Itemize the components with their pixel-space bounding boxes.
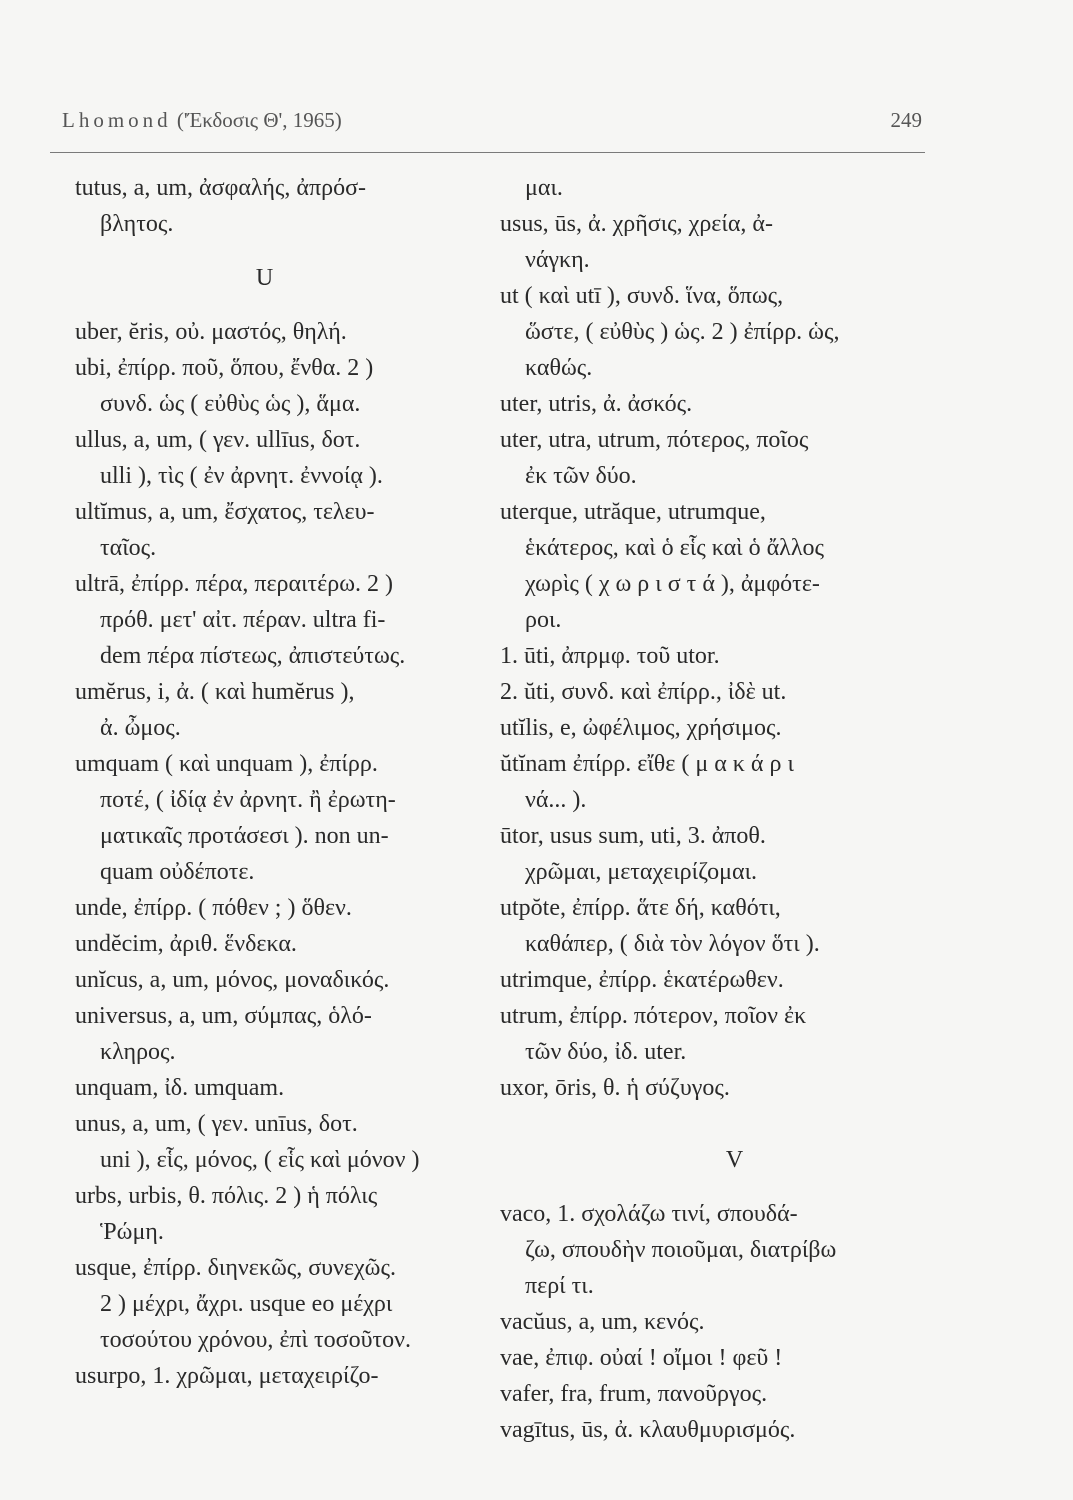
left-column (75, 170, 505, 1394)
dictionary-line: quam οὐδέποτε. (100, 859, 255, 885)
dictionary-line: Ῥώμη. (100, 1219, 164, 1245)
dictionary-line: uterque, utrăque, utrumque, (500, 499, 766, 525)
dictionary-line: universus, a, um, σύμπας, ὁλό- (75, 1003, 372, 1029)
dictionary-line: utrum, ἐπίρρ. πότερον, ποῖον ἐκ (500, 1003, 807, 1029)
dictionary-line: uxor, ōris, θ. ἡ σύζυγος. (500, 1075, 730, 1101)
dictionary-line: ubi, ἐπίρρ. ποῦ, ὅπου, ἔνθα. 2 ) (75, 355, 374, 381)
dictionary-line: ŭtĭnam ἐπίρρ. εἴθε ( μ α κ ά ρ ι (500, 751, 794, 777)
dictionary-line: ut ( καὶ utī ), συνδ. ἵνα, ὅπως, (500, 283, 784, 309)
running-head (62, 108, 342, 133)
dictionary-line: ματικαῖς προτάσεσι ). non un- (100, 823, 389, 849)
dictionary-line: ὥστε, ( εὐθὺς ) ὡς. 2 ) ἐπίρρ. ὡς, (525, 319, 840, 345)
dictionary-line: usurpo, 1. χρῶμαι, μεταχειρίζο- (75, 1363, 379, 1389)
dictionary-line: χωρὶς ( χ ω ρ ι σ τ ά ), ἀμφότε- (525, 571, 820, 597)
dictionary-line: ζω, σπουδὴν ποιοῦμαι, διατρίβω (525, 1237, 837, 1263)
dictionary-line: tutus, a, um, ἀσφαλής, ἀπρόσ- (75, 175, 367, 201)
section-letter-u: U (255, 265, 275, 291)
dictionary-line: vagītus, ūs, ἀ. κλαυθμυρισμός. (500, 1417, 796, 1443)
dictionary-line: vafer, fra, frum, πανοῦργος. (500, 1381, 768, 1407)
dictionary-line: ultĭmus, a, um, ἔσχατος, τελευ- (75, 499, 375, 525)
dictionary-line: ἀ. ὦμος. (100, 715, 181, 741)
edition-info: ('Έκδοσις Θ', 1965) (176, 108, 342, 132)
dictionary-line: περί τι. (525, 1273, 594, 1299)
dictionary-line: ταῖος. (100, 535, 157, 561)
dictionary-line: dem πέρα πίστεως, ἀπιστεύτως. (100, 643, 406, 669)
dictionary-line: ἑκάτερος, καὶ ὁ εἷς καὶ ὁ ἄλλος (525, 535, 824, 561)
dictionary-line: συνδ. ὡς ( εὐθὺς ὡς ), ἅμα. (100, 391, 361, 417)
dictionary-line: χρῶμαι, μεταχειρίζομαι. (525, 859, 758, 885)
dictionary-line: uter, utra, utrum, πότερος, ποῖος (500, 427, 809, 453)
dictionary-line: ullus, a, um, ( γεν. ullīus, δοτ. (75, 427, 361, 453)
dictionary-line: μαι. (525, 175, 563, 201)
section-letter-v: V (725, 1147, 745, 1173)
header-rule (50, 152, 925, 153)
dictionary-line: ūtor, usus sum, uti, 3. ἀποθ. (500, 823, 766, 849)
page-number: 249 (890, 108, 922, 132)
dictionary-line: κληρος. (100, 1039, 176, 1065)
dictionary-line: vae, ἐπιφ. οὐαί ! οἴμοι ! φεῦ ! (500, 1345, 783, 1371)
dictionary-line: τῶν δύο, ἰδ. uter. (525, 1039, 687, 1065)
dictionary-line: ultrā, ἐπίρρ. πέρα, περαιτέρω. 2 ) (75, 571, 394, 597)
dictionary-line: umquam ( καὶ unquam ), ἐπίρρ. (75, 751, 378, 777)
dictionary-line: unus, a, um, ( γεν. unīus, δοτ. (75, 1111, 358, 1137)
dictionary-line: usque, ἐπίρρ. διηνεκῶς, συνεχῶς. (75, 1255, 396, 1281)
dictionary-line: undĕcim, ἀριθ. ἕνδεκα. (75, 931, 297, 957)
dictionary-line: uter, utris, ἀ. ἀσκός. (500, 391, 693, 417)
author-name: Lhomond (62, 108, 172, 132)
dictionary-line: utrimque, ἐπίρρ. ἑκατέρωθεν. (500, 967, 784, 993)
dictionary-line: 2. ŭti, συνδ. καὶ ἐπίρρ., ἰδὲ ut. (500, 679, 787, 705)
dictionary-line: νάγκη. (525, 247, 590, 273)
dictionary-line: vaco, 1. σχολάζω τινί, σπουδά- (500, 1201, 798, 1227)
dictionary-line: 1. ūti, ἀπρμφ. τοῦ utor. (500, 643, 720, 669)
dictionary-line: unĭcus, a, um, μόνος, μοναδικός. (75, 967, 390, 993)
dictionary-line: uni ), εἷς, μόνος, ( εἷς καὶ μόνον ) (100, 1147, 420, 1173)
dictionary-line: ροι. (525, 607, 562, 633)
dictionary-line: τοσούτου χρόνου, ἐπὶ τοσοῦτον. (100, 1327, 411, 1353)
dictionary-line: urbs, urbis, θ. πόλις. 2 ) ἡ πόλις (75, 1183, 378, 1209)
dictionary-line: 2 ) μέχρι, ἄχρι. usque eo μέχρι (100, 1291, 393, 1317)
dictionary-line: vacŭus, a, um, κενός. (500, 1309, 705, 1335)
dictionary-line: ἐκ τῶν δύο. (525, 463, 637, 489)
dictionary-line: utpŏte, ἐπίρρ. ἅτε δή, καθότι, (500, 895, 781, 921)
dictionary-line: unde, ἐπίρρ. ( πόθεν ; ) ὅθεν. (75, 895, 352, 921)
right-column (500, 170, 950, 1448)
dictionary-line: νά... ). (525, 787, 587, 813)
dictionary-line: usus, ūs, ἀ. χρῆσις, χρεία, ἀ- (500, 211, 773, 237)
dictionary-line: καθώς. (525, 355, 593, 381)
dictionary-line: βλητος. (100, 211, 174, 237)
dictionary-line: umĕrus, i, ἀ. ( καὶ humĕrus ), (75, 679, 355, 705)
dictionary-line: ulli ), τὶς ( ἐν ἀρνητ. ἐννοίᾳ ). (100, 463, 383, 489)
dictionary-line: utĭlis, e, ὠφέλιμος, χρήσιμος. (500, 715, 782, 741)
dictionary-line: καθάπερ, ( διὰ τὸν λόγον ὅτι ). (525, 931, 820, 957)
dictionary-line: unquam, ἰδ. umquam. (75, 1075, 285, 1101)
page-header (62, 108, 922, 148)
dictionary-line: ποτέ, ( ἰδίᾳ ἐν ἀρνητ. ἢ ἐρωτη- (100, 787, 396, 813)
dictionary-line: uber, ĕris, οὐ. μαστός, θηλή. (75, 319, 347, 345)
dictionary-line: πρόθ. μετ' αἰτ. πέραν. ultra fi- (100, 607, 386, 633)
